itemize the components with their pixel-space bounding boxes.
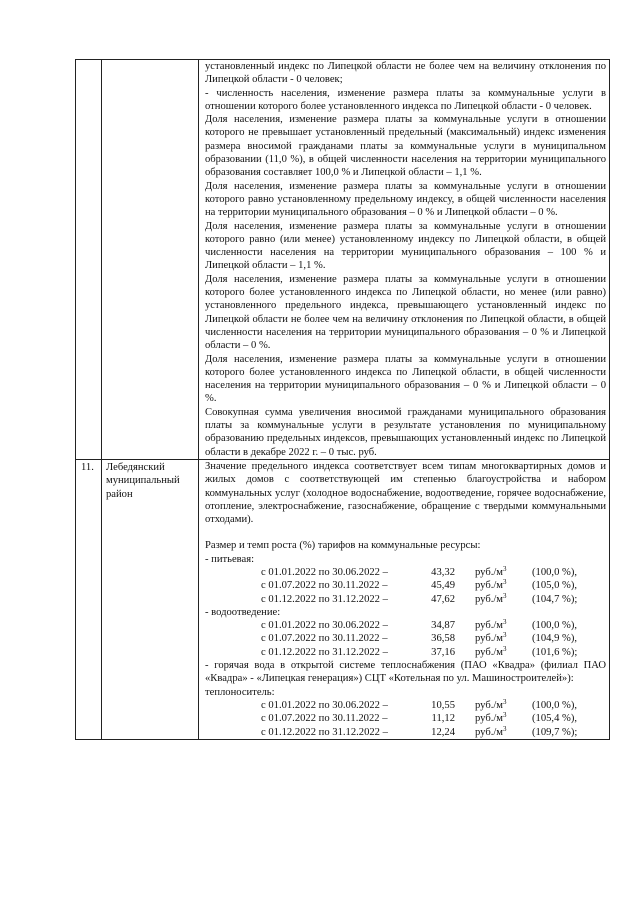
district-cell — [102, 60, 199, 460]
table-row-11 — [76, 459, 610, 739]
hot-water-label: - горячая вода в открытой системе теплоснабжения (ПАО «Квадра» (филиал ПАО «Квадра» - «Липецкая генерация») СЦТ «Котельная по ул. Машиностроителей»): — [205, 660, 606, 685]
intro-paragraph: Значение предельного индекса соответствует всем типам многоквартирных домов и жилых домов с соответствующей им степенью благоустройства и набором коммунальных услуг (холодное водоснабжение, водоотведение, горячее водоснабжение, отопление, электроснабжение, газоснабжение, обращение с твердыми коммунальными отходами). — [205, 460, 606, 526]
paragraph: Доля населения, изменение размера платы за коммунальные услуги в отношении которого равно установленному предельному индексу, в общей численности населения на территории муниципального образования – 0 % и Липецкой области – 0 %. — [205, 180, 606, 219]
tariffs-title: Размер и темп роста (%) тарифов на коммунальные ресурсы: — [205, 540, 481, 552]
tariff-line: с 01.07.2022 по 30.11.2022 – 11,12 $руб./м^3$ (105,4 %), — [261, 711, 578, 725]
spacer — [205, 526, 606, 539]
paragraph: - численность населения, изменение размера платы за коммунальные услуги в отношении которого более установленного индекса по Липецкой области - 0 человек. — [205, 87, 606, 112]
row-number: 11. — [76, 459, 102, 739]
table-row-continued — [76, 60, 610, 460]
tariff-line: с 01.12.2022 по 31.12.2022 – 12,24 $руб./м^3$ (109,7 %); — [261, 724, 578, 738]
paragraph: установленный индекс по Липецкой области не более чем на величину отклонения по Липецкой области - 0 человек; — [205, 61, 606, 86]
paragraph: Доля населения, изменение размера платы за коммунальные услуги в отношении которого более установленного индекса по Липецкой области, в общей численности населения на территории муниципального образования – 0 % и Липецкой области – 0 %. — [205, 353, 606, 405]
tariff-line: с 01.12.2022 по 31.12.2022 – 47,62 $руб./м^3$ (104,7 %); — [261, 591, 578, 605]
tariff-line: с 01.01.2022 по 30.06.2022 – 34,87 $руб./м^3$ (100,0 %), — [261, 618, 578, 632]
description-cell — [199, 60, 610, 460]
carrier-label: теплоноситель: — [205, 686, 275, 698]
tariff-line: с 01.07.2022 по 30.11.2022 – 36,58 $руб./м^3$ (104,9 %), — [261, 631, 578, 645]
water-label: - питьевая: — [205, 553, 255, 565]
document-table — [75, 59, 610, 740]
description-cell — [199, 459, 610, 739]
paragraph: Доля населения, изменение размера платы за коммунальные услуги в отношении которого не превышает установленный предельный (максимальный) индекс изменения размера вносимой гражданами платы за коммунальные услуги в муниципальном образовании (11,0 %), в общей численности населения на территории муниципального образования составляет 100,0 % и Липецкой области – 1,1 %. — [205, 114, 606, 179]
tariff-line: с 01.01.2022 по 30.06.2022 – 10,55 $руб./м^3$ (100,0 %), — [261, 697, 578, 711]
paragraph: Совокупная сумма увеличения вносимой гражданами муниципального образования платы за коммунальные услуги в результате установления по муниципальному образованию предельных индексов, превышающих установленный индекс по Липецкой области в декабре 2022 г. – 0 тыс. руб. — [205, 406, 606, 458]
row-number-cell — [76, 60, 102, 460]
sewer-label: - водоотведение: — [205, 606, 281, 618]
paragraph: Доля населения, изменение размера платы за коммунальные услуги в отношении которого равно (или менее) установленному индексу по Липецкой области, в общей численности населения на территории муниципального образования – 100 % и Липецкой области – 1,1 %. — [205, 220, 606, 272]
paragraph: Доля населения, изменение размера платы за коммунальные услуги в отношении которого более установленного индекса по Липецкой области, но менее (или равно) установленного предельного индекса, превышающего установленный индекс по Липецкой области не более чем на величину отклонения по Липецкой области, в общей численности населения на территории муниципального образования – 0 % и Липецкой области – 0 %. — [205, 273, 606, 352]
tariff-line: с 01.01.2022 по 30.06.2022 – 43,32 $руб./м^3$ (100,0 %), — [261, 564, 578, 578]
tariff-line: с 01.07.2022 по 30.11.2022 – 45,49 $руб./м^3$ (105,0 %), — [261, 578, 578, 592]
district-name: Лебедянский муниципальный район — [102, 459, 199, 739]
tariff-line: с 01.12.2022 по 31.12.2022 – 37,16 $руб./м^3$ (101,6 %); — [261, 644, 578, 658]
